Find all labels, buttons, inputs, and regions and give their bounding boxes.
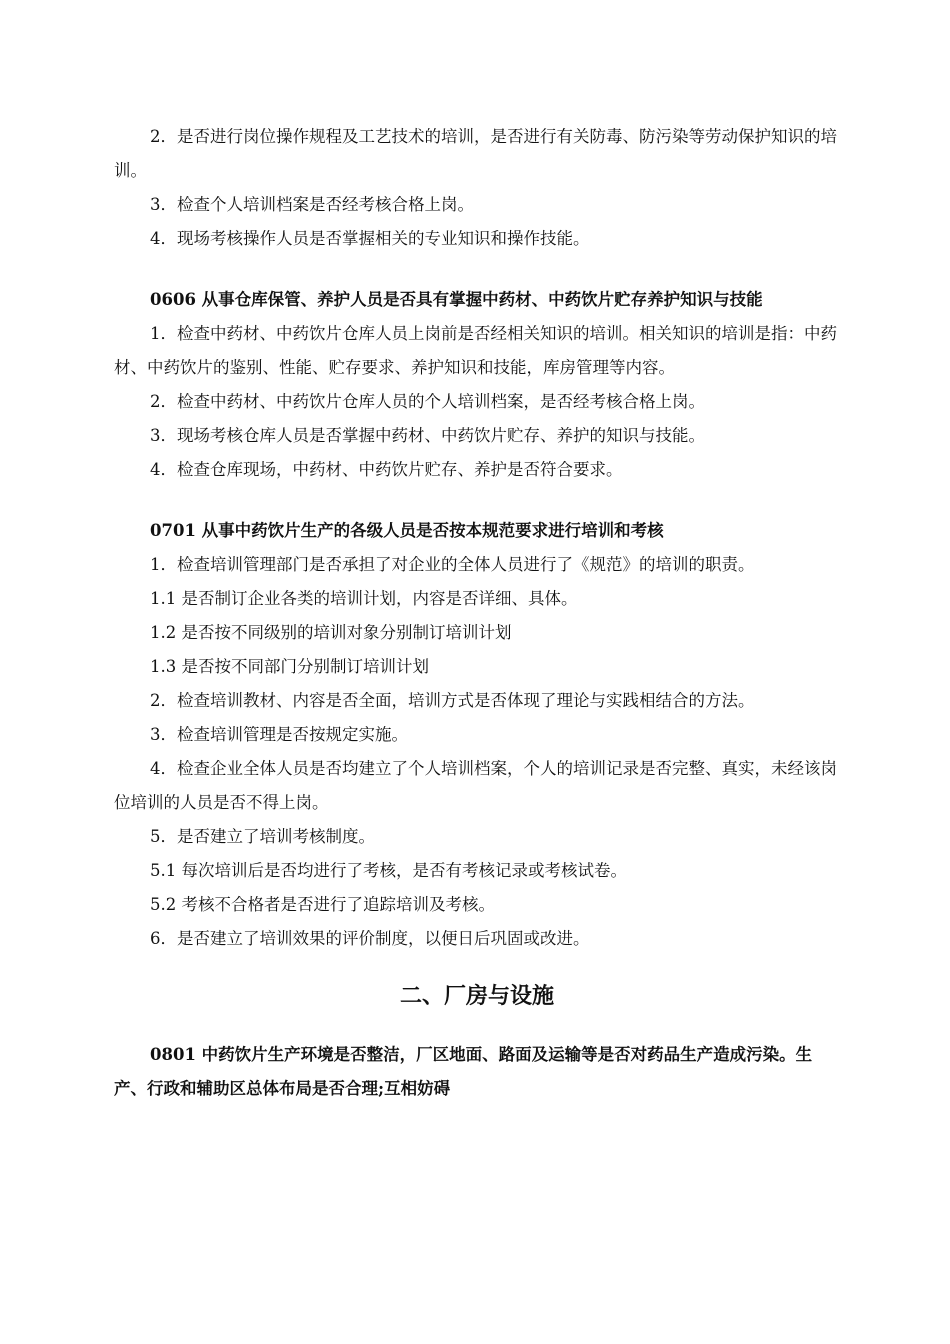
list-item: 3．检查培训管理是否按规定实施。 (150, 725, 408, 744)
list-item: 1．检查中药材、中药饮片仓库人员上岗前是否经相关知识的培训。相关知识的培训是指：中药材、中药饮片的鉴别、性能、贮存要求、养护知识和技能，库房管理等内容。 (114, 324, 837, 377)
list-item: 4．检查企业全体人员是否均建立了个人培训档案，个人的培训记录是否完整、真实，未经该岗位培训的人员是否不得上岗。 (114, 759, 837, 812)
list-item: 4．检查仓库现场，中药材、中药饮片贮存、养护是否符合要求。 (150, 460, 623, 479)
clause-heading-0801: 0801 中药饮片生产环境是否整洁，厂区地面、路面及运输等是否对药品生产造成污染。生产、行政和辅助区总体布局是否合理;互相妨碍 (114, 1045, 813, 1098)
spacer (114, 487, 840, 514)
list-item: 2．检查培训教材、内容是否全面，培训方式是否体现了理论与实践相结合的方法。 (150, 691, 755, 710)
list-item: 3．检查个人培训档案是否经考核合格上岗。 (150, 195, 474, 214)
list-item: 1.3 是否按不同部门分别制订培训计划 (150, 657, 429, 676)
list-item: 1．检查培训管理部门是否承担了对企业的全体人员进行了《规范》的培训的职责。 (150, 555, 755, 574)
list-item: 3．现场考核仓库人员是否掌握中药材、中药饮片贮存、养护的知识与技能。 (150, 426, 705, 445)
list-item: 2．检查中药材、中药饮片仓库人员的个人培训档案，是否经考核合格上岗。 (150, 392, 705, 411)
list-item: 5．是否建立了培训考核制度。 (150, 827, 375, 846)
list-item: 1.2 是否按不同级别的培训对象分别制订培训计划 (150, 623, 512, 642)
list-item: 5.1 每次培训后是否均进行了考核，是否有考核记录或考核试卷。 (150, 861, 627, 880)
list-item: 5.2 考核不合格者是否进行了追踪培训及考核。 (150, 895, 495, 914)
list-item: 2．是否进行岗位操作规程及工艺技术的培训，是否进行有关防毒、防污染等劳动保护知识的培训。 (114, 127, 837, 180)
document-body (114, 120, 840, 1106)
list-item: 4．现场考核操作人员是否掌握相关的专业知识和操作技能。 (150, 229, 590, 248)
clause-heading-0701: 0701 从事中药饮片生产的各级人员是否按本规范要求进行培训和考核 (150, 521, 664, 540)
list-item: 6．是否建立了培训效果的评价制度，以便日后巩固或改进。 (150, 929, 590, 948)
section-title: 二、厂房与设施 (399, 983, 554, 1009)
clause-heading-0606: 0606 从事仓库保管、养护人员是否具有掌握中药材、中药饮片贮存养护知识与技能 (150, 290, 763, 309)
list-item: 1.1 是否制订企业各类的培训计划，内容是否详细、具体。 (150, 589, 578, 608)
spacer (114, 256, 840, 283)
